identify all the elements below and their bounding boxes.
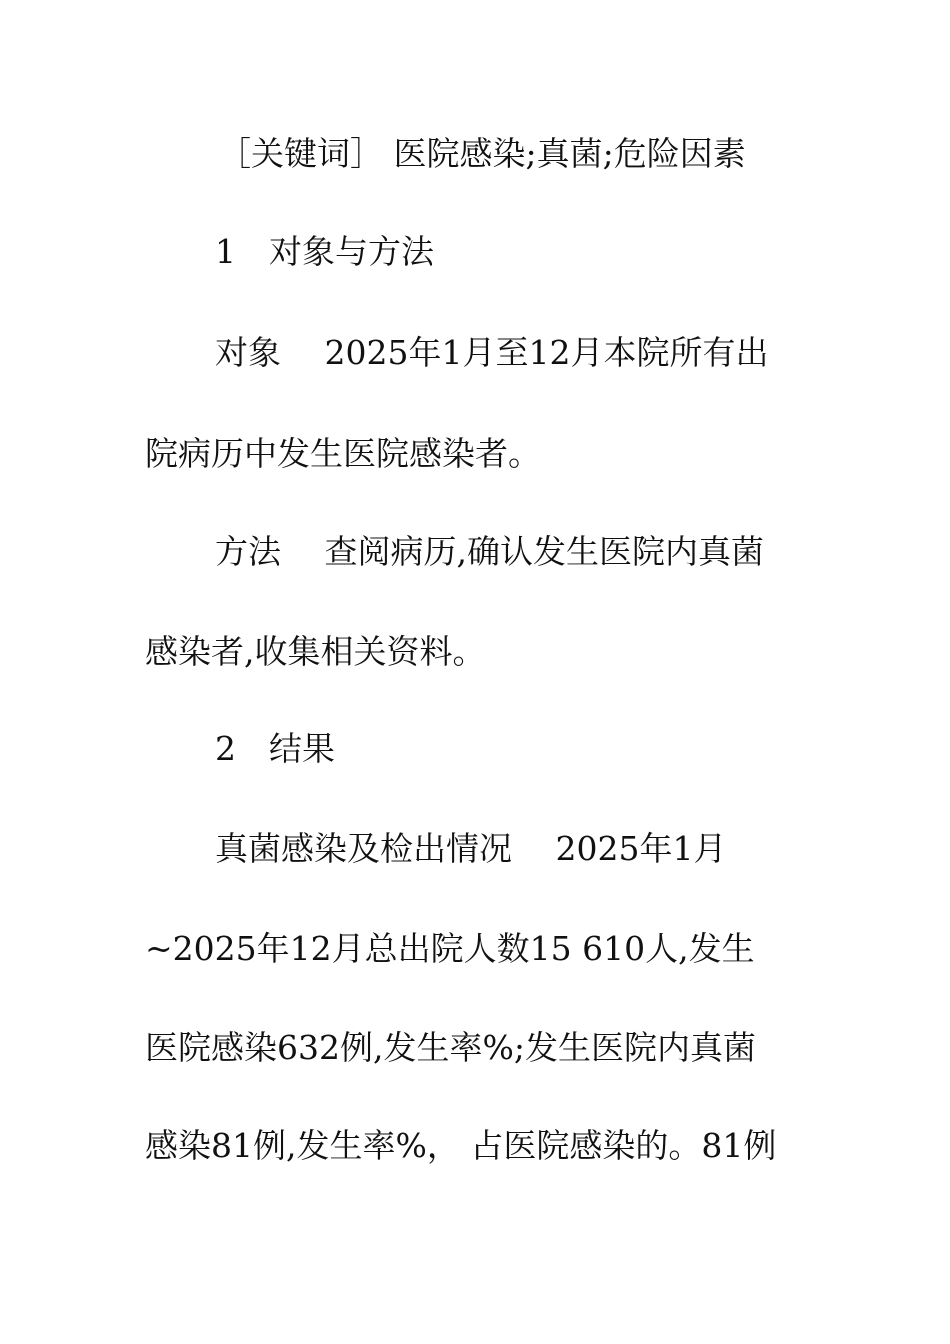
paragraph-methods-line-2: 感染者,收集相关资料。 <box>145 632 486 671</box>
paragraph-results-line-4: 感染81例,发生率%， 占医院感染的。81例 <box>145 1126 777 1165</box>
paragraph-objects-line-1: 对象 2025年1月至12月本院所有出 <box>215 333 769 372</box>
section-heading-methods: 1 对象与方法 <box>215 232 434 271</box>
paragraph-results-line-3: 医院感染632例,发生率%;发生医院内真菌 <box>145 1028 756 1067</box>
paragraph-results-line-2: ~2025年12月总出院人数15 610人,发生 <box>145 929 755 968</box>
keywords-value: 医院感染;真菌;危险因素 <box>393 134 746 173</box>
section-heading-results: 2 结果 <box>215 729 335 768</box>
paragraph-methods-line-1: 方法 查阅病历,确认发生医院内真菌 <box>215 532 764 571</box>
paragraph-results-line-1: 真菌感染及检出情况 2025年1月 <box>215 829 727 868</box>
paragraph-objects-line-2: 院病历中发生医院感染者。 <box>145 434 541 473</box>
keywords-label: ［关键词］ <box>218 134 383 173</box>
keywords-line <box>218 130 878 178</box>
